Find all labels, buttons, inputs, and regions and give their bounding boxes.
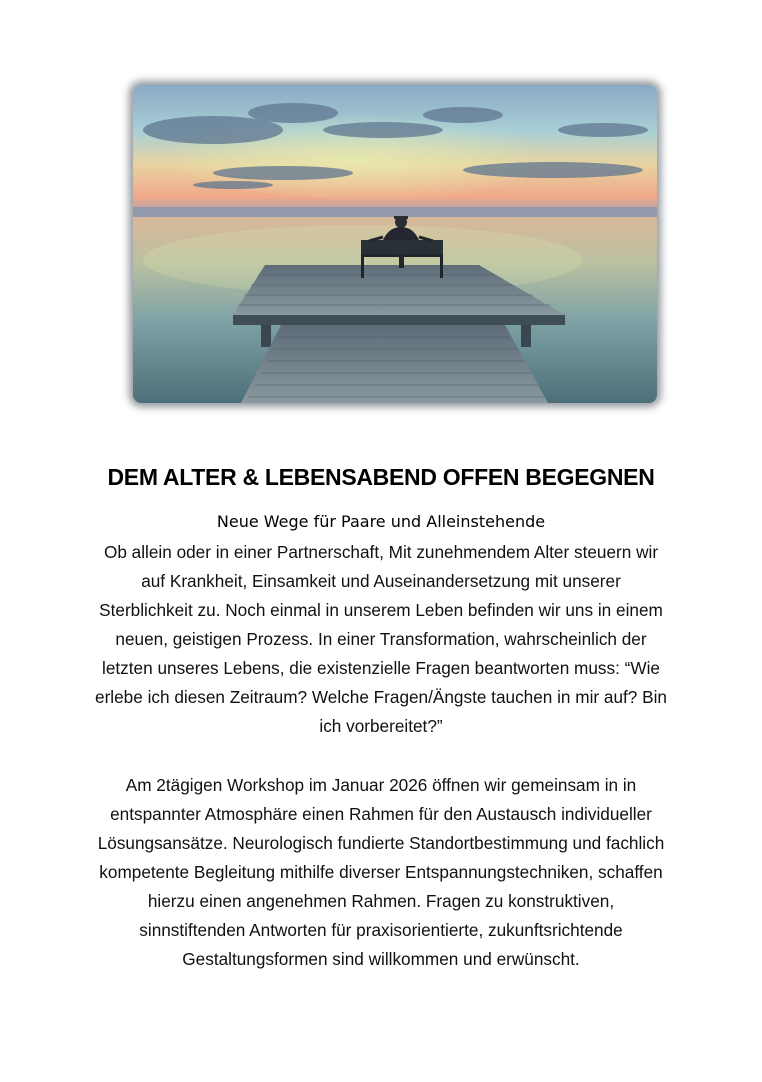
workshop-paragraph [70,771,692,974]
text-line: Gestaltungsformen sind willkommen und erwünscht. [182,949,580,969]
text-line: ich vorbereitet?” [319,716,443,736]
pier-sunset-image [133,85,657,403]
text-line: letzten unseres Lebens, die existenzielle Fragen beantworten muss: “Wie [102,658,660,678]
page-subtitle: Neue Wege für Paare und Alleinstehende [216,512,546,531]
text-line: entspannter Atmosphäre einen Rahmen für den Austausch individueller [110,804,652,824]
text-line: hierzu einen angenehmen Rahmen. Fragen zu konstruktiven, [147,891,615,911]
text-line: kompetente Begleitung mithilfe diverser Entspannungstechniken, schaffen [99,862,663,882]
text-line: sinnstiftenden Antworten für praxisorientierte, zukunftsrichtende [139,920,623,940]
hero-photo [133,85,657,403]
text-line: Sterblichkeit zu. Noch einmal in unserem Leben befinden wir uns in einem [99,600,663,620]
text-line: Lösungsansätze. Neurologisch fundierte Standortbestimmung und fachlich [97,833,665,853]
text-line: erlebe ich diesen Zeitraum? Welche Fragen/Ängste tauchen in mir auf? Bin [95,687,667,707]
text-line: neuen, geistigen Prozess. In einer Transformation, wahrscheinlich der [115,629,647,649]
page-title: DEM ALTER & LEBENSABEND OFFEN BEGEGNEN [107,464,655,490]
text-line: Am 2tägigen Workshop im Januar 2026 öffnen wir gemeinsam in in [125,775,637,795]
text-line: Ob allein oder in einer Partnerschaft, Mit zunehmendem Alter steuern wir [103,542,659,562]
intro-paragraph [70,538,692,741]
text-line: auf Krankheit, Einsamkeit und Auseinandersetzung mit unserer [141,571,621,591]
